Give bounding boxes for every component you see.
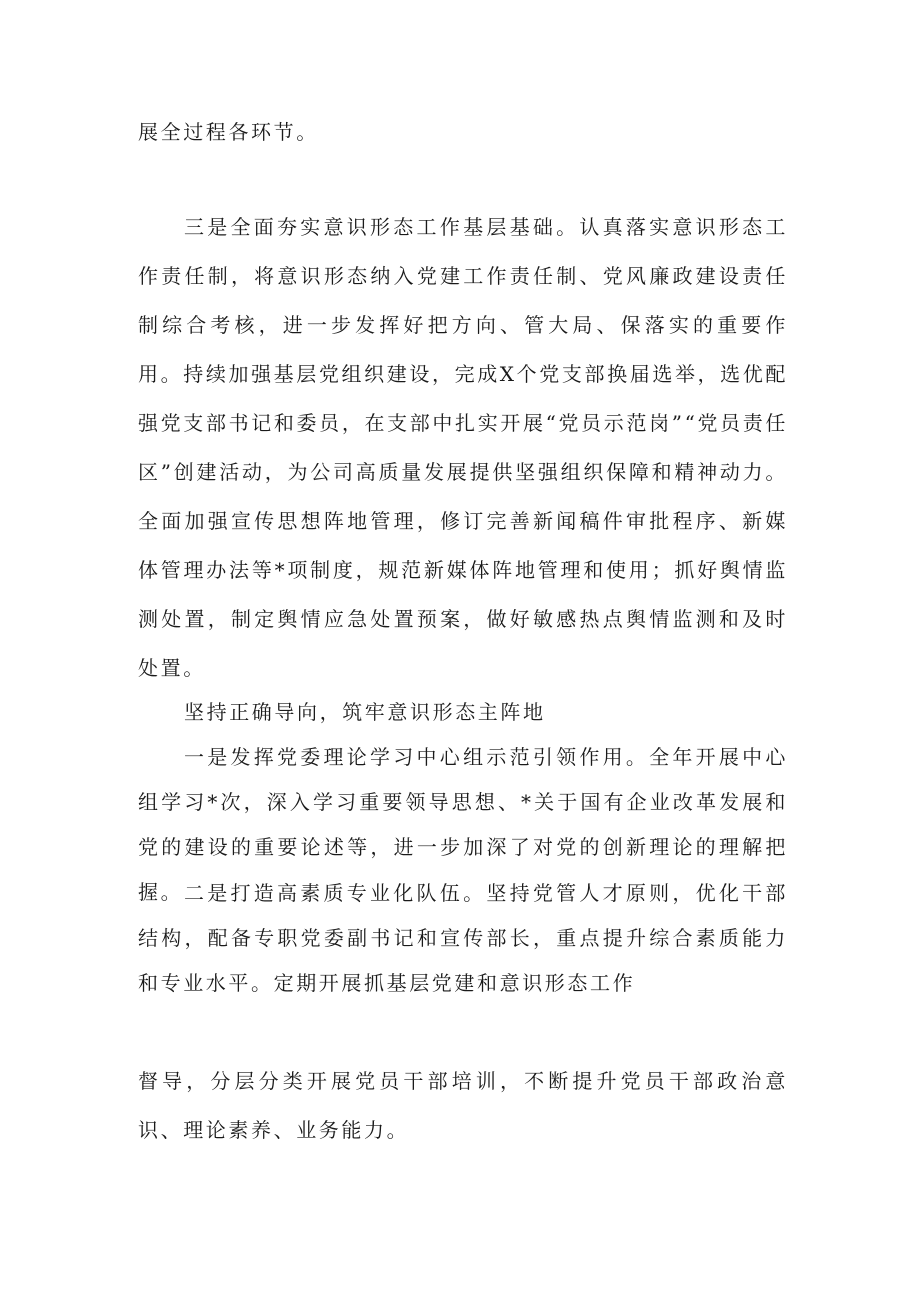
section-heading: 坚持正确导向，筑牢意识形态主阵地 <box>184 700 546 724</box>
paragraph-talent-team: 二是打造高素质专业化队伍。坚持党管人才原则，优化干部结构，配备专职党委副书记和宣传部长，重点提升综合素质能力和专业水平。定期开展抓基层党建和意识形态工作 <box>138 881 788 995</box>
paragraph-grassroots-foundation: 三是全面夯实意识形态工作基层基础。认真落实意识形态工作责任制，将意识形态纳入党建工作责任制、党风廉政建设责任制综合考核，进一步发挥好把方向、管大局、保落实的重要作用。持续加强基层党组织建设，完成X个党支部换届选举，选优配强党支部书记和委员，在支部中扎实开展“党员示范岗”“党员责任区”创建活动，为公司高质量发展提供坚强组织保障和精神动力。全面加强宣传思想阵地管理，修订完善新闻稿件审批程序、新媒体管理办法等*项制度，规范新媒体阵地管理和使用；抓好舆情监测处置，制定舆情应急处置预案，做好敏感热点舆情监测和及时处置。 <box>138 215 788 680</box>
paragraph-theory-study: 一是发挥党委理论学习中心组示范引领作用。全年开展中心组学习*次，深入学习重要领导思想、*关于国有企业改革发展和党的建设的重要论述等，进一步加深了对党的创新理论的理解把握。 <box>138 745 788 904</box>
paragraph-supervision-training: 督导，分层分类开展党员干部培训，不断提升党员干部政治意识、理论素养、业务能力。 <box>138 1069 788 1142</box>
paragraph-continuation: 展全过程各环节。 <box>138 120 319 144</box>
